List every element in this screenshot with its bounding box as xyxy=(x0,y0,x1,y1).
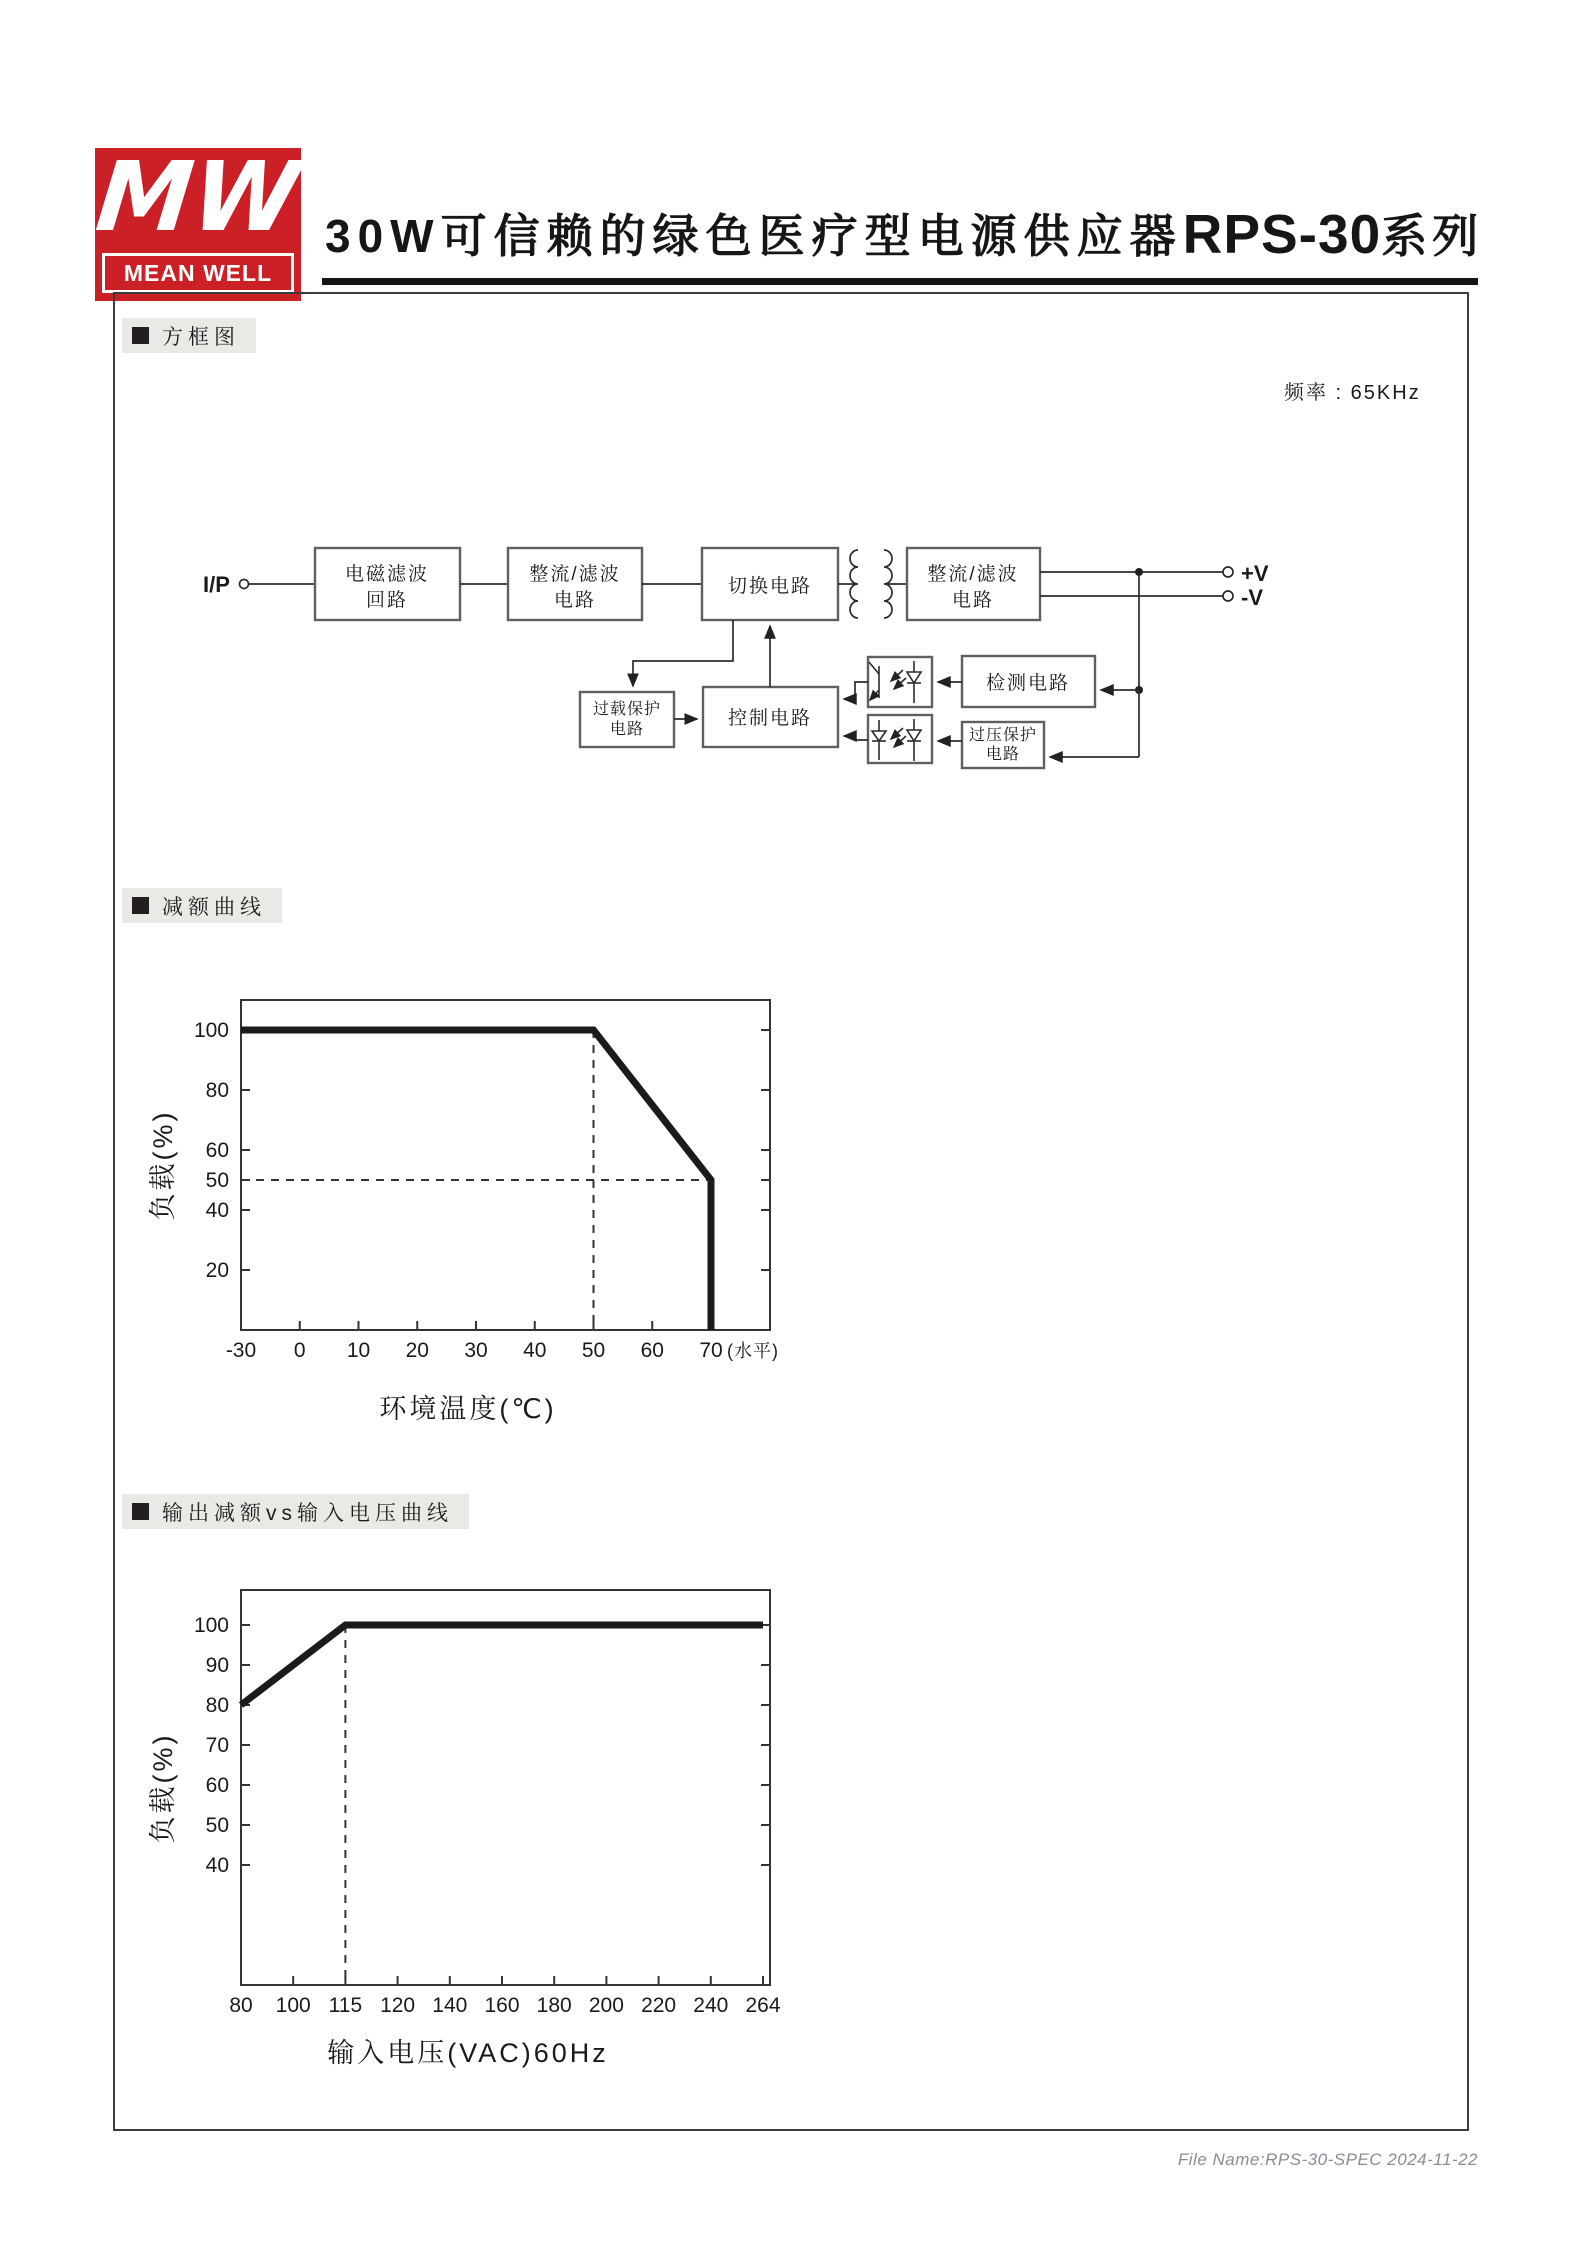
block-emi-filter-label2: 回路 xyxy=(365,590,409,611)
block-rectifier-2-label2: 电路 xyxy=(951,590,995,611)
y-axis-title: 负载(%) xyxy=(148,1732,178,1844)
x-axis-title: 环境温度(℃) xyxy=(379,1394,557,1424)
optocoupler-1 xyxy=(868,657,932,707)
x-tick-label: 40 xyxy=(523,1339,547,1362)
y-tick-label: 80 xyxy=(205,1694,229,1717)
y-tick-label: 40 xyxy=(205,1199,229,1222)
x-tick-label: 180 xyxy=(536,1994,572,2017)
section-io-derating xyxy=(122,1494,469,1529)
x-tick-label: 60 xyxy=(640,1339,664,1362)
wire-switch-to-olp xyxy=(633,620,733,686)
x-tick-label: 30 xyxy=(464,1339,488,1362)
plot-frame xyxy=(241,1000,770,1330)
output-terminal-pos xyxy=(1223,567,1233,577)
page-title xyxy=(325,200,1484,266)
y-tick-label: 70 xyxy=(205,1734,229,1757)
x-tick-label: -30 xyxy=(225,1339,257,1362)
y-tick-label: 60 xyxy=(205,1774,229,1797)
wire-opto2-to-control xyxy=(844,736,868,740)
y-tick-label: 100 xyxy=(193,1614,229,1637)
x-tick-label: 115 xyxy=(328,1994,363,2017)
input-terminal xyxy=(240,580,249,589)
plot-frame xyxy=(241,1590,770,1985)
meanwell-logo xyxy=(91,141,305,301)
output-terminal-neg xyxy=(1223,591,1233,601)
output-pos-label: +V xyxy=(1241,561,1269,586)
x-tick-label: 0 xyxy=(293,1339,306,1362)
y-tick-label: 40 xyxy=(205,1854,229,1877)
block-ovp-label: 过压保护 xyxy=(968,727,1038,744)
block-detect-label: 检测电路 xyxy=(985,673,1071,694)
block-rectifier-1-label2: 电路 xyxy=(553,590,597,611)
x-tick-label: 80 xyxy=(229,1994,253,2017)
block-olp-label: 过载保护 xyxy=(592,701,662,718)
section-bullet-icon xyxy=(132,1503,149,1520)
x-axis-suffix: (水平) xyxy=(727,1341,779,1361)
x-tick-label: 160 xyxy=(484,1994,520,2017)
block-rectifier-2-label: 整流/滤波 xyxy=(927,564,1019,585)
x-tick-label: 100 xyxy=(275,1994,311,2017)
section-bullet-icon xyxy=(132,897,149,914)
y-tick-label: 50 xyxy=(205,1814,229,1837)
x-tick-label: 240 xyxy=(693,1994,729,2017)
x-tick-label: 200 xyxy=(588,1994,624,2017)
block-rectifier-1-label: 整流/滤波 xyxy=(529,564,621,585)
y-tick-label: 100 xyxy=(193,1019,229,1042)
block-olp-label2: 电路 xyxy=(609,721,645,738)
title-series-suffix: 系列 xyxy=(1381,210,1484,262)
y-tick-label: 20 xyxy=(205,1259,229,1282)
io-derating-chart xyxy=(140,1570,830,2085)
x-tick-label: 264 xyxy=(745,1994,781,2017)
block-diagram xyxy=(150,540,1335,790)
curve-load_vs_temp xyxy=(241,1030,711,1330)
y-tick-label: 60 xyxy=(205,1139,229,1162)
x-tick-label: 70 xyxy=(699,1339,723,1362)
title-model: RPS-30 xyxy=(1182,203,1382,265)
junction-dot xyxy=(1135,568,1143,576)
output-neg-label: -V xyxy=(1241,585,1263,610)
logo-brand-text: MEAN WELL xyxy=(123,259,273,286)
section-label: 方框图 xyxy=(162,325,240,349)
section-derating xyxy=(122,888,282,923)
y-tick-label: 50 xyxy=(205,1169,229,1192)
block-ovp-label2: 电路 xyxy=(985,746,1021,763)
y-axis-title: 负载(%) xyxy=(148,1109,178,1221)
x-axis-title: 输入电压(VAC)60Hz xyxy=(327,2038,609,2068)
title-underline xyxy=(322,278,1478,285)
section-label: 减额曲线 xyxy=(162,895,266,919)
input-label: I/P xyxy=(203,572,230,597)
y-tick-label: 80 xyxy=(205,1079,229,1102)
block-control-label: 控制电路 xyxy=(727,708,813,729)
section-label: 输出减额vs输入电压曲线 xyxy=(162,1501,453,1525)
curve-load_vs_vin xyxy=(241,1625,763,1705)
y-tick-label: 90 xyxy=(205,1654,229,1677)
section-block-diagram xyxy=(122,318,256,353)
frequency-note: 频率 : 65KHz xyxy=(1284,382,1421,404)
x-tick-label: 50 xyxy=(581,1339,606,1362)
derating-chart xyxy=(140,985,830,1445)
block-emi-filter-label: 电磁滤波 xyxy=(344,564,430,585)
wire-opto1-to-control xyxy=(844,682,868,699)
logo-brand-band xyxy=(102,253,294,293)
x-tick-label: 10 xyxy=(346,1339,371,1362)
section-bullet-icon xyxy=(132,327,149,344)
block-switching-label: 切换电路 xyxy=(727,576,813,597)
x-tick-label: 120 xyxy=(380,1994,416,2017)
x-tick-label: 20 xyxy=(405,1339,429,1362)
footer-file-info: File Name:RPS-30-SPEC 2024-11-22 xyxy=(1177,2150,1478,2169)
title-model-group xyxy=(1183,200,1484,266)
title-chinese: 30W可信赖的绿色医疗型电源供应器 xyxy=(325,210,1183,262)
x-tick-label: 140 xyxy=(432,1994,468,2017)
x-tick-label: 220 xyxy=(641,1994,677,2017)
logo-mw-monogram: MW xyxy=(91,141,305,253)
